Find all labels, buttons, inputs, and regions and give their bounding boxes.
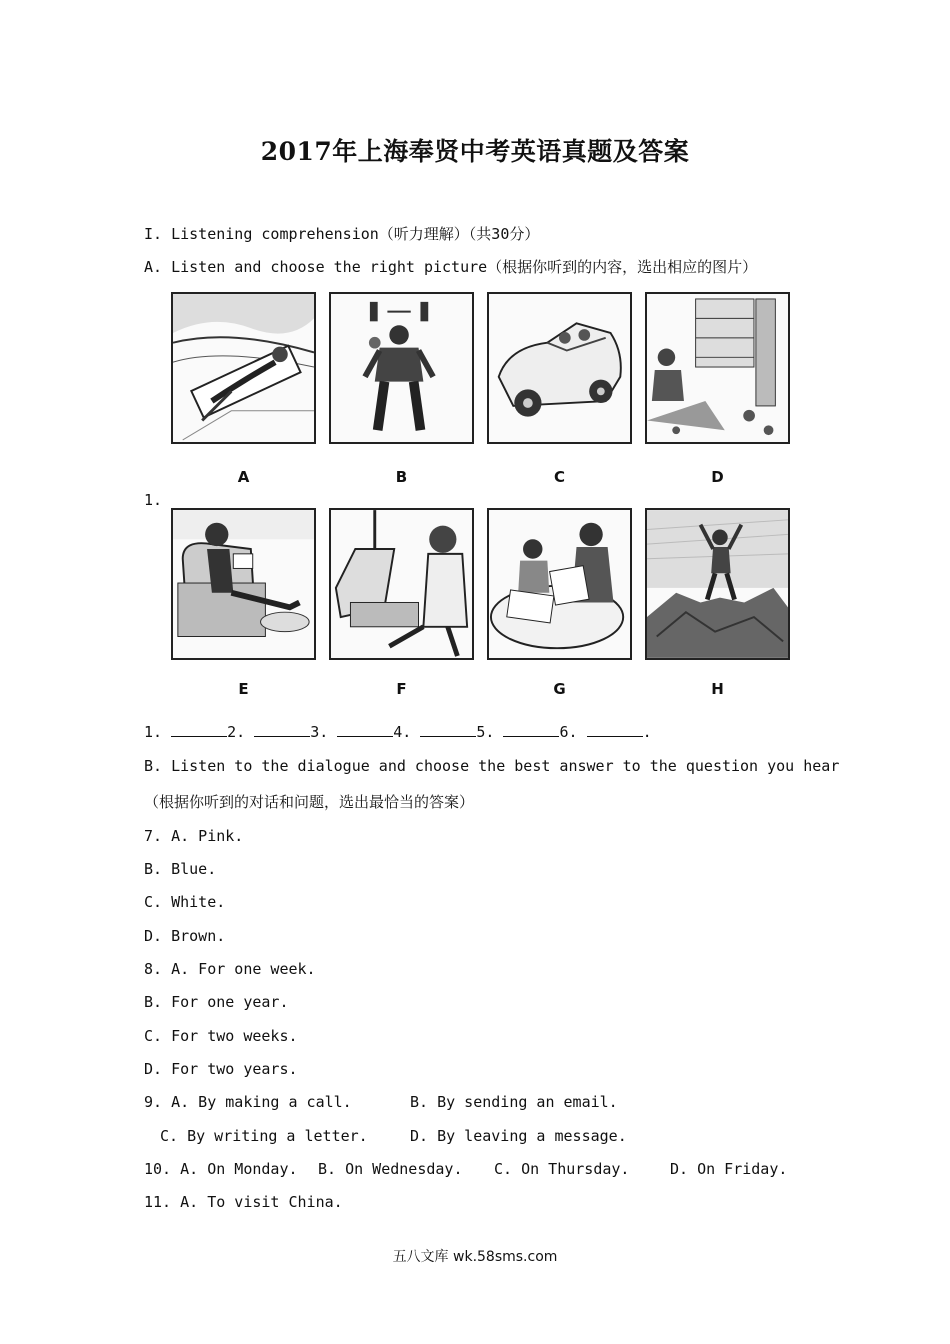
q8-option-a: 8. A. For one week.	[144, 960, 316, 978]
answer-blank[interactable]	[254, 722, 310, 737]
picture-grid	[168, 288, 794, 698]
answer-blank[interactable]	[337, 722, 393, 737]
car-image	[487, 292, 632, 444]
answer-number: 3.	[310, 723, 329, 741]
q10-option-a: 10. A. On Monday.	[144, 1160, 298, 1178]
picture-label-f: F	[396, 680, 407, 698]
q9-option-c: C. By writing a letter.	[160, 1127, 368, 1145]
q9-option-d: D. By leaving a message.	[410, 1127, 627, 1145]
woman-reading-armchair-image	[171, 508, 316, 660]
q8-option-b: B. For one year.	[144, 993, 289, 1011]
q8-option-d: D. For two years.	[144, 1060, 298, 1078]
part-a-instruction: A. Listen and choose the right picture（根据你听到的内容，选出相应的图片）	[144, 258, 758, 276]
q11-option-a: 11. A. To visit China.	[144, 1193, 343, 1211]
answer-blanks-line	[144, 722, 652, 742]
picture-label-a: A	[237, 468, 250, 486]
picture-label-g: G	[553, 680, 566, 698]
picture-label-h: H	[711, 680, 724, 698]
q7-option-a: 7. A. Pink.	[144, 827, 244, 845]
mother-child-reading-image	[487, 508, 632, 660]
q7-option-b: B. Blue.	[144, 860, 217, 878]
answer-number: 4.	[393, 723, 412, 741]
answer-number: 6.	[559, 723, 578, 741]
answer-number: 2.	[227, 723, 246, 741]
part-b-instruction-cn: （根据你听到的对话和问题，选出最恰当的答案）	[144, 793, 475, 811]
q9-option-b: B. By sending an email.	[410, 1093, 618, 1111]
q10-option-c: C. On Thursday.	[494, 1160, 630, 1178]
q7-option-c: C. White.	[144, 893, 226, 911]
answer-blank[interactable]	[171, 722, 227, 737]
picture-label-c: C	[553, 468, 565, 486]
footer-watermark: 五八文库 wk.58sms.com	[392, 1249, 558, 1265]
answer-number: 5.	[476, 723, 495, 741]
part-b-instruction: B. Listen to the dialogue and choose the best answer to the question you hear	[144, 757, 840, 775]
runner-image	[329, 292, 474, 444]
q7-option-d: D. Brown.	[144, 927, 226, 945]
messy-room-image	[645, 292, 790, 444]
picture-label-e: E	[238, 680, 249, 698]
q8-option-c: C. For two weeks.	[144, 1027, 298, 1045]
answer-number: 1.	[144, 723, 163, 741]
picture-label-d: D	[711, 468, 724, 486]
q10-option-d: D. On Friday.	[670, 1160, 788, 1178]
picture-label-b: B	[395, 468, 408, 486]
page-title: 2017年上海奉贤中考英语真题及答案	[260, 137, 690, 166]
mountain-climber-image	[645, 508, 790, 660]
section-heading: I. Listening comprehension（听力理解）（共30分）	[144, 225, 540, 243]
answer-blank[interactable]	[503, 722, 559, 737]
answer-blank[interactable]	[420, 722, 476, 737]
answer-blank[interactable]	[587, 722, 643, 737]
question-1-marker: 1.	[144, 491, 163, 509]
answer-end: .	[642, 723, 652, 741]
q9-option-a: 9. A. By making a call.	[144, 1093, 352, 1111]
boxing-bag-image	[329, 508, 474, 660]
q10-option-b: B. On Wednesday.	[318, 1160, 463, 1178]
beach-sunbathing-image	[171, 292, 316, 444]
